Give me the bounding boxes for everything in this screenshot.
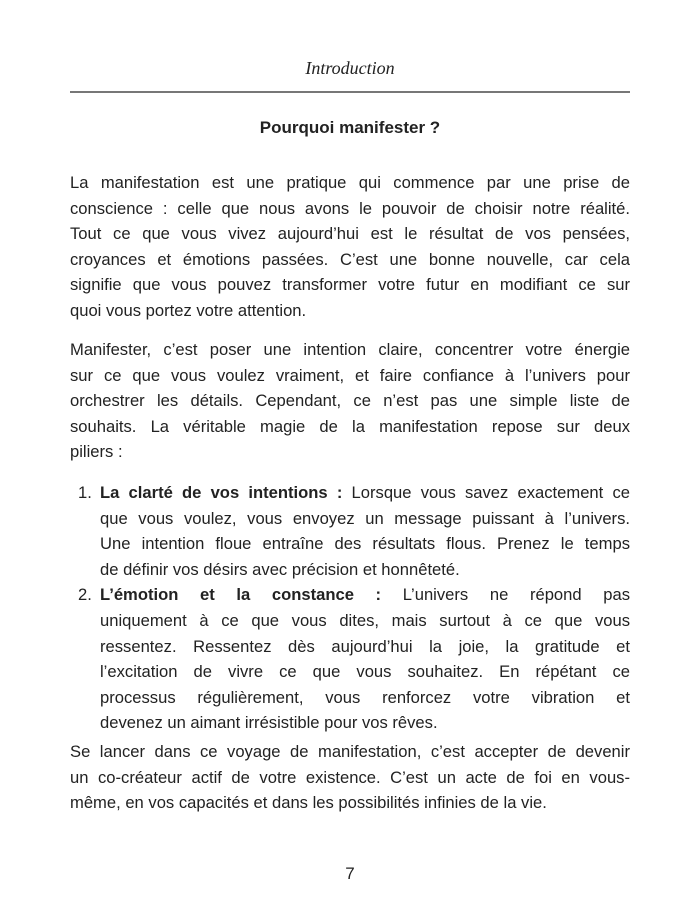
text-line: Se lancer dans ce voyage de manifestation, c’est accepter de devenir — [70, 742, 630, 761]
text-line: un co-créateur actif de votre existence. C’est un acte de foi en vous- — [70, 767, 630, 787]
paragraph-2 — [70, 337, 630, 465]
text-line: Manifester, c’est poser une intention claire, concentrer votre énergie — [70, 340, 630, 359]
text-line: orchestrer les détails. Cependant, ce n’est pas une simple liste de — [70, 391, 630, 411]
text-line: même, en vos capacités et dans les possibilités infinies de la vie. — [70, 793, 547, 813]
text-line: souhaits. La véritable magie de la manifestation repose sur deux — [70, 416, 630, 436]
text-line: que vous voulez, vous envoyez un message puissant à l’univers. — [100, 508, 630, 528]
text-line: uniquement à ce que vous dites, mais surtout à ce que vous — [100, 610, 630, 630]
text-line: Tout ce que vous vivez aujourd’hui est le résultat de vos pensées, — [70, 224, 630, 244]
paragraph-3 — [70, 739, 630, 816]
list-item-text: L’univers ne répond pas — [381, 585, 630, 605]
text-line: processus régulièrement, vous renforcez votre vibration et — [100, 687, 630, 707]
list-item-text: Lorsque vous savez exactement ce — [342, 483, 630, 502]
text-line — [100, 480, 630, 506]
list-number: 2. — [78, 585, 92, 605]
header-divider — [70, 91, 630, 93]
list-item — [70, 480, 630, 582]
text-line: conscience : celle que nous avons le pouvoir de choisir notre réalité. — [70, 198, 630, 218]
text-line: sur ce que vous voulez vraiment, et faire confiance à l’univers pour — [70, 365, 630, 385]
text-line: La manifestation est une pratique qui commence par une prise de — [70, 173, 630, 192]
text-line — [100, 582, 630, 608]
text-line: devenez un aimant irrésistible pour vos rêves. — [100, 713, 438, 733]
running-header: Introduction — [305, 58, 395, 78]
list-number: 1. — [78, 483, 92, 502]
list-item-heading: L’émotion et la constance : — [100, 585, 382, 605]
section-title: Pourquoi manifester ? — [259, 118, 441, 137]
text-line: de définir vos désirs avec précision et honnêteté. — [100, 559, 460, 579]
list-item-heading: La clarté de vos intentions : — [100, 483, 343, 502]
text-line: croyances et émotions passées. C’est une bonne nouvelle, car cela — [70, 249, 630, 269]
text-line: piliers : — [70, 442, 123, 462]
text-line: quoi vous portez votre attention. — [70, 300, 307, 320]
text-line: Une intention floue entraîne des résultats flous. Prenez le temps — [100, 534, 630, 554]
list-item — [70, 582, 630, 736]
text-line: l’excitation de vivre ce que vous souhaitez. En répétant ce — [100, 662, 630, 682]
paragraph-1 — [70, 170, 630, 324]
text-line: ressentez. Ressentez dès aujourd’hui la joie, la gratitude et — [100, 636, 630, 656]
text-line: signifie que vous pouvez transformer votre futur en modifiant ce sur — [70, 275, 630, 295]
page-number: 7 — [345, 864, 355, 883]
pillars-list — [70, 480, 630, 736]
